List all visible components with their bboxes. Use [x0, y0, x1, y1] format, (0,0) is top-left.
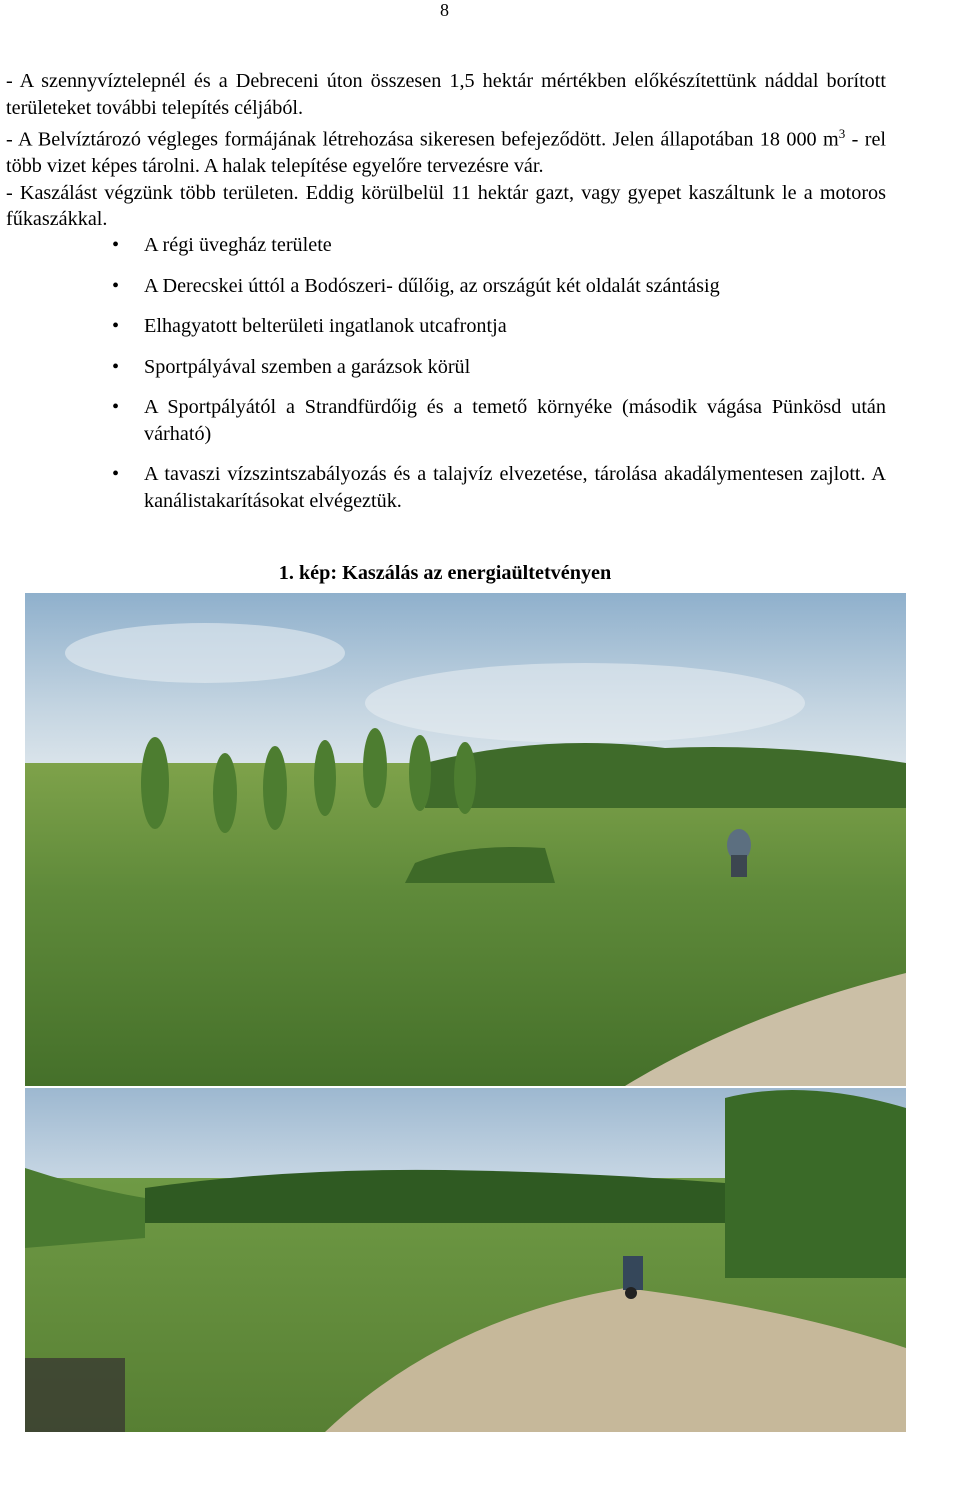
- list-item: [112, 394, 886, 447]
- list-item: [112, 313, 886, 340]
- list-item: [112, 461, 886, 514]
- photo-mowing-plantation: [25, 593, 906, 1086]
- list-item-text: A tavaszi vízszintszabályozás és a talajvíz elvezetése, tárolása akadálymentesen zajlott. A kanálistakarításokat elvégeztük.: [144, 463, 886, 512]
- photo-mowing-plantation-image: [25, 593, 906, 1086]
- bullet-dot: •: [112, 463, 120, 485]
- paragraph-reservoir: [6, 121, 886, 180]
- list-item-text: Elhagyatott belterületi ingatlanok utcafrontja: [144, 315, 507, 337]
- photo-mowed-field-image: [25, 1088, 906, 1432]
- list-item-text: A régi üvegház területe: [144, 234, 332, 256]
- mowing-locations-list: [112, 232, 886, 514]
- bullet-dot: •: [112, 234, 120, 256]
- list-item-text: A Derecskei úttól a Bodószeri- dűlőig, az országút két oldalát szántásig: [144, 274, 720, 297]
- list-item-text: Sportpályával szemben a garázsok körül: [144, 355, 471, 378]
- paragraph-reservoir-part1: - A Belvíztározó végleges formájának létrehozása sikeresen befejeződött. Jelen állapotában 18 000 m: [6, 128, 839, 151]
- body-text: [6, 68, 886, 233]
- list-item-text: A Sportpályától a Strandfürdőig és a temető környéke (második vágása Pünkösd után várható): [144, 396, 886, 445]
- bullet-dot: •: [112, 315, 120, 337]
- list-item: [112, 273, 886, 300]
- superscript-exponent: 3: [838, 126, 846, 141]
- figure-caption: 1. kép: Kaszálás az energiaültetvényen: [278, 562, 612, 584]
- paragraph-reed-areas: - A szennyvíztelepnél és a Debreceni úton összesen 1,5 hektár mértékben előkészítettünk náddal borított területeket további telepítés céljából.: [6, 70, 886, 119]
- bullet-dot: •: [112, 355, 120, 378]
- list-item: [112, 354, 886, 381]
- page-number: 8: [440, 0, 449, 20]
- paragraph-reservoir-part2: - rel több vizet képes tárolni. A halak telepítése egyelőre tervezésre vár.: [6, 128, 887, 178]
- bullet-dot: •: [112, 396, 120, 418]
- paragraph-mowing: - Kaszálást végzünk több területen. Eddig körülbelül 11 hektár gazt, vagy gyepet kaszáltunk le a motoros fűkaszákkal.: [6, 181, 886, 231]
- bullet-dot: •: [112, 274, 120, 297]
- photo-mowed-field: [25, 1088, 906, 1432]
- list-item: [112, 232, 886, 259]
